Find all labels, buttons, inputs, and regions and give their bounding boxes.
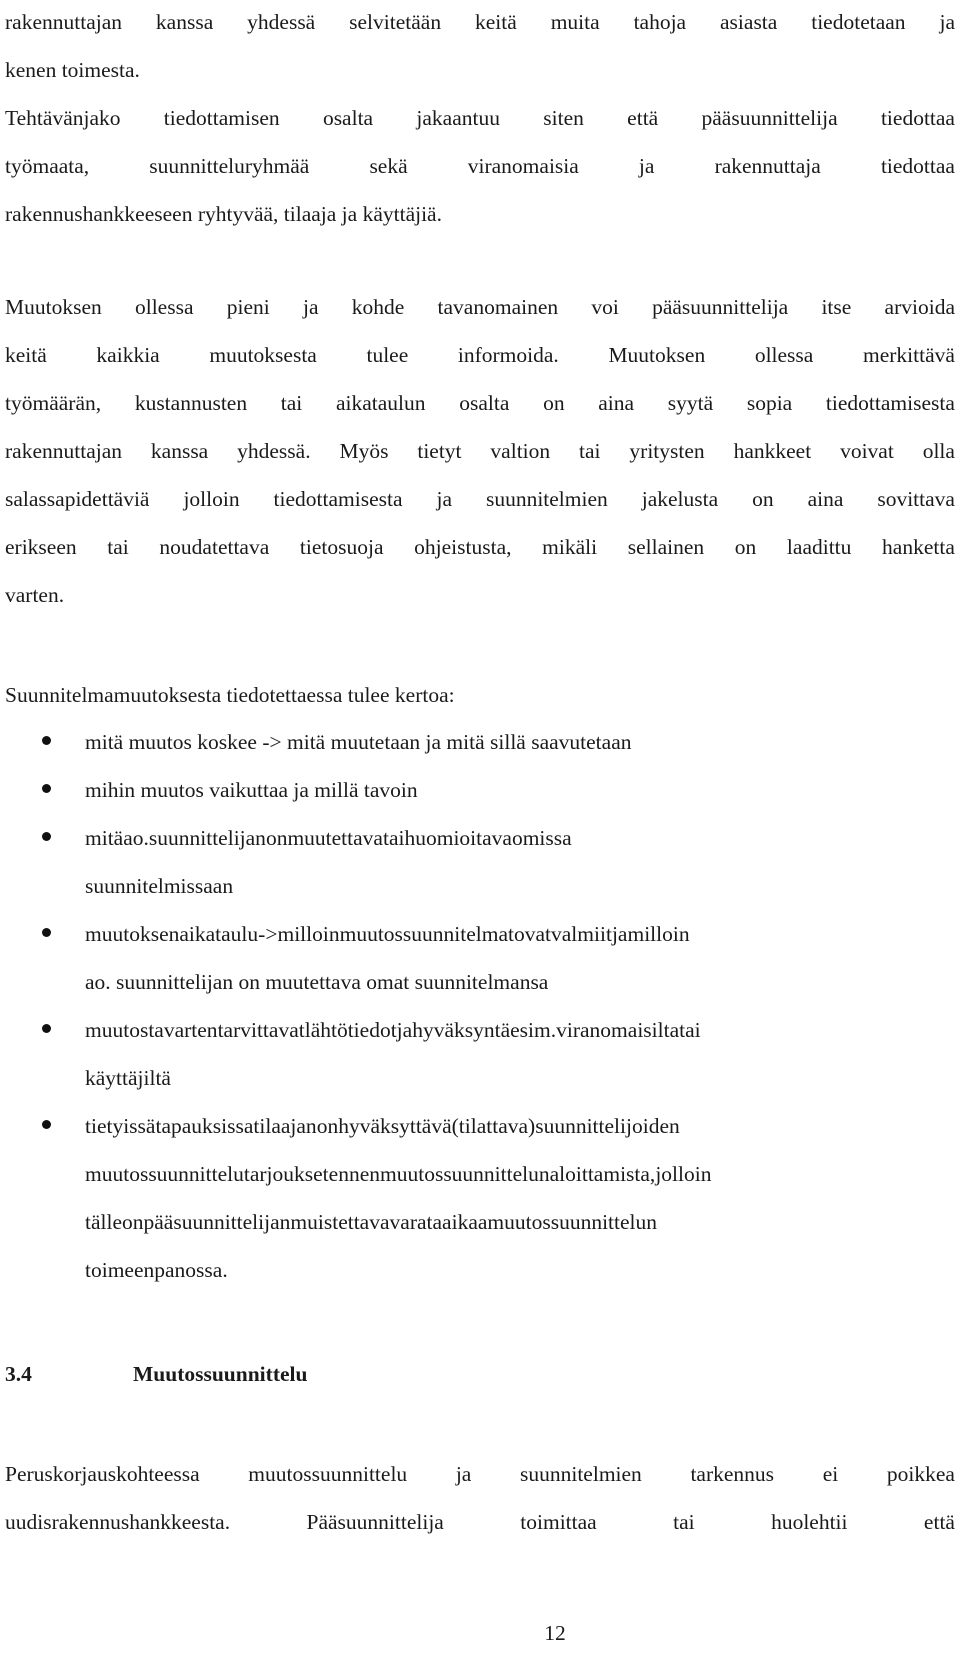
section-title: Muutossuunnittelu: [133, 1362, 308, 1386]
list-item-line: muutostavartentarvittavatlähtötiedotjahyväksyntäesim.viranomaisiltatai: [85, 1018, 701, 1042]
list-item-line: mihin muutos vaikuttaa ja millä tavoin: [85, 778, 418, 802]
paragraph-2-line: keitä kaikkia muutoksesta tulee informoida. Muutoksen ollessa merkittävä: [5, 343, 955, 367]
paragraph-3: [5, 1450, 955, 1546]
list-item: [0, 910, 960, 1006]
paragraph-1: [5, 0, 955, 238]
list-item: [0, 814, 960, 910]
paragraph-1-line: kenen toimesta.: [5, 58, 140, 82]
paragraph-2: [5, 283, 955, 619]
bullet-icon: [42, 1120, 51, 1129]
list-item-line: tälleonpääsuunnittelijanmuistettavavarataaikaamuutossuunnittelun: [85, 1210, 658, 1234]
paragraph-1-line: työmaata, suunnitteluryhmää sekä viranomaisia ja rakennuttaja tiedottaa: [5, 154, 955, 178]
list-item-line: suunnitelmissaan: [85, 874, 234, 898]
bullet-icon: [42, 832, 51, 841]
paragraph-2-line: erikseen tai noudatettava tietosuoja ohjeistusta, mikäli sellainen on laadittu hanketta: [5, 535, 955, 559]
bullet-icon: [42, 784, 51, 793]
bullet-icon: [42, 1024, 51, 1033]
section-heading: [5, 1350, 955, 1398]
bullet-icon: [42, 928, 51, 937]
paragraph-2-line: varten.: [5, 583, 65, 607]
paragraph-2-line: rakennuttajan kanssa yhdessä. Myös tietyt valtion tai yritysten hankkeet voivat olla: [5, 439, 955, 463]
list-item-line: muutoksenaikataulu->milloinmuutossuunnitelmatovatvalmiitjamilloin: [85, 922, 690, 946]
page-number: 12: [544, 1621, 566, 1645]
list-item: [0, 1102, 960, 1294]
list-item-line: ao. suunnittelijan on muutettava omat suunnitelmansa: [85, 970, 549, 994]
list-item: [0, 1006, 960, 1102]
list-item-line: muutossuunnittelutarjouksetennenmuutossuunnittelunaloittamista,jolloin: [85, 1162, 712, 1186]
paragraph-1-line: Tehtävänjako tiedottamisen osalta jakaantuu siten että pääsuunnittelija tiedottaa: [5, 106, 955, 130]
section-number: 3.4: [5, 1362, 32, 1386]
list-item-line: tietyissätapauksissatilaajanonhyväksyttävä(tilattava)suunnittelijoiden: [85, 1114, 680, 1138]
list-item-line: käyttäjiltä: [85, 1066, 171, 1090]
list-item-line: mitä muutos koskee -> mitä muutetaan ja mitä sillä saavutetaan: [85, 730, 632, 754]
paragraph-3-line: Peruskorjauskohteessa muutossuunnittelu ja suunnitelmien tarkennus ei poikkea: [5, 1462, 955, 1486]
paragraph-3-line: uudisrakennushankkeesta. Pääsuunnittelija toimittaa tai huolehtii että: [5, 1510, 955, 1534]
paragraph-1-line: rakennushankkeeseen ryhtyvää, tilaaja ja käyttäjiä.: [5, 202, 442, 226]
list-item-line: mitäao.suunnittelijanonmuutettavataihuomioitavaomissa: [85, 826, 572, 850]
list-item: [0, 766, 960, 814]
list-intro: Suunnitelmamuutoksesta tiedotettaessa tulee kertoa:: [5, 683, 455, 707]
bullet-icon: [42, 736, 51, 745]
list-item: [0, 718, 960, 766]
paragraph-2-line: Muutoksen ollessa pieni ja kohde tavanomainen voi pääsuunnittelija itse arvioida: [5, 295, 955, 319]
paragraph-2-line: työmäärän, kustannusten tai aikataulun osalta on aina syytä sopia tiedottamisesta: [5, 391, 955, 415]
paragraph-1-line: rakennuttajan kanssa yhdessä selvitetään keitä muita tahoja asiasta tiedotetaan ja: [5, 10, 955, 34]
bullet-list: [0, 718, 960, 1294]
paragraph-2-line: salassapidettäviä jolloin tiedottamisesta ja suunnitelmien jakelusta on aina sovittava: [5, 487, 955, 511]
list-item-line: toimeenpanossa.: [85, 1258, 228, 1282]
